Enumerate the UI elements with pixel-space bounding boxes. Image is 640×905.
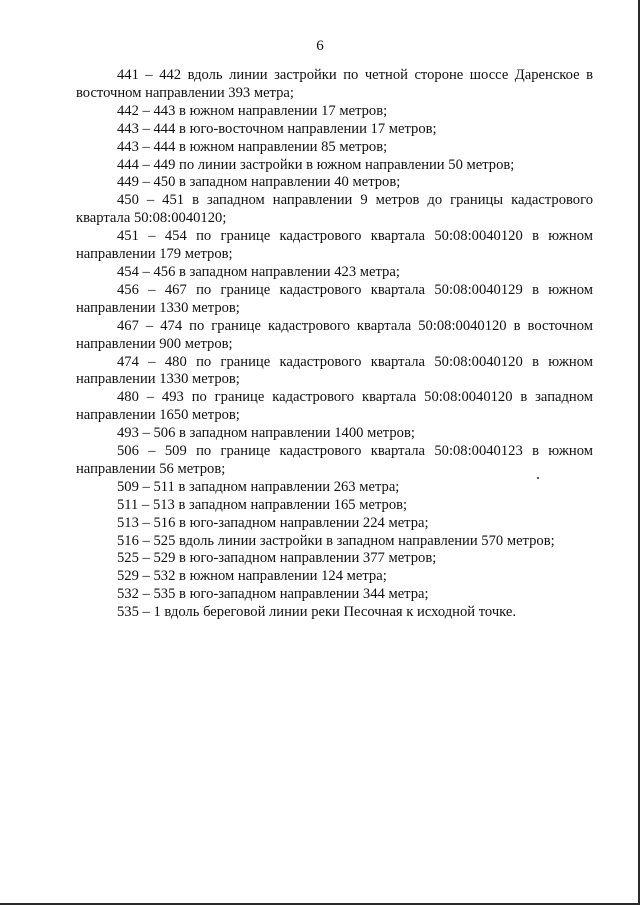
boundary-segment-paragraph: 513 – 516 в юго-западном направлении 224 метра; <box>117 514 429 531</box>
boundary-segment-paragraph: 451 – 454 по границе кадастрового квартала 50:08:0040120 в южном направлении 179 метров; <box>76 228 593 263</box>
boundary-segment-paragraph: 509 – 511 в западном направлении 263 метра; <box>117 478 400 495</box>
boundary-segment-paragraph: 441 – 442 вдоль линии застройки по четной стороне шоссе Даренское в восточном направлении 393 метра; <box>76 67 593 101</box>
boundary-segment-paragraph: 535 – 1 вдоль береговой линии реки Песочная к исходной точке. <box>117 604 517 621</box>
boundary-segment-paragraph: 532 – 535 в юго-западном направлении 344 метра; <box>117 586 429 603</box>
boundary-segment-paragraph: 516 – 525 вдоль линии застройки в западном направлении 570 метров; <box>117 532 555 549</box>
boundary-segment-paragraph: 511 – 513 в западном направлении 165 метров; <box>117 496 408 513</box>
boundary-segment-paragraph: 449 – 450 в западном направлении 40 метров; <box>117 174 401 191</box>
boundary-segment-paragraph: 467 – 474 по границе кадастрового квартала 50:08:0040120 в восточном направлении 900 метров; <box>76 317 593 352</box>
document-body <box>76 67 593 622</box>
boundary-segment-paragraph: 442 – 443 в южном направлении 17 метров; <box>117 102 388 119</box>
boundary-segment-paragraph: 529 – 532 в южном направлении 124 метра; <box>117 568 387 585</box>
boundary-segment-paragraph: 474 – 480 по границе кадастрового квартала 50:08:0040120 в южном направлении 1330 метров; <box>76 353 593 388</box>
boundary-segment-paragraph: 506 – 509 по границе кадастрового квартала 50:08:0040123 в южном направлении 56 метров; <box>76 443 593 477</box>
boundary-segment-paragraph: 450 – 451 в западном направлении 9 метров до границы кадастрового квартала 50:08:0040120; <box>76 192 593 227</box>
scan-speck <box>537 477 539 479</box>
page-number: 6 <box>316 38 324 54</box>
boundary-segment-paragraph: 525 – 529 в юго-западном направлении 377 метров; <box>117 550 437 567</box>
boundary-segment-paragraph: 444 – 449 по линии застройки в южном направлении 50 метров; <box>117 156 515 173</box>
boundary-segment-paragraph: 456 – 467 по границе кадастрового квартала 50:08:0040129 в южном направлении 1330 метров; <box>76 281 593 316</box>
boundary-segment-paragraph: 493 – 506 в западном направлении 1400 метров; <box>117 425 415 442</box>
boundary-segment-paragraph: 454 – 456 в западном направлении 423 метра; <box>117 263 400 280</box>
boundary-segment-paragraph: 480 – 493 по границе кадастрового квартала 50:08:0040120 в западном направлении 1650 метров; <box>76 389 593 424</box>
boundary-segment-paragraph: 443 – 444 в юго-восточном направлении 17 метров; <box>117 120 437 137</box>
boundary-segment-paragraph: 443 – 444 в южном направлении 85 метров; <box>117 138 388 155</box>
